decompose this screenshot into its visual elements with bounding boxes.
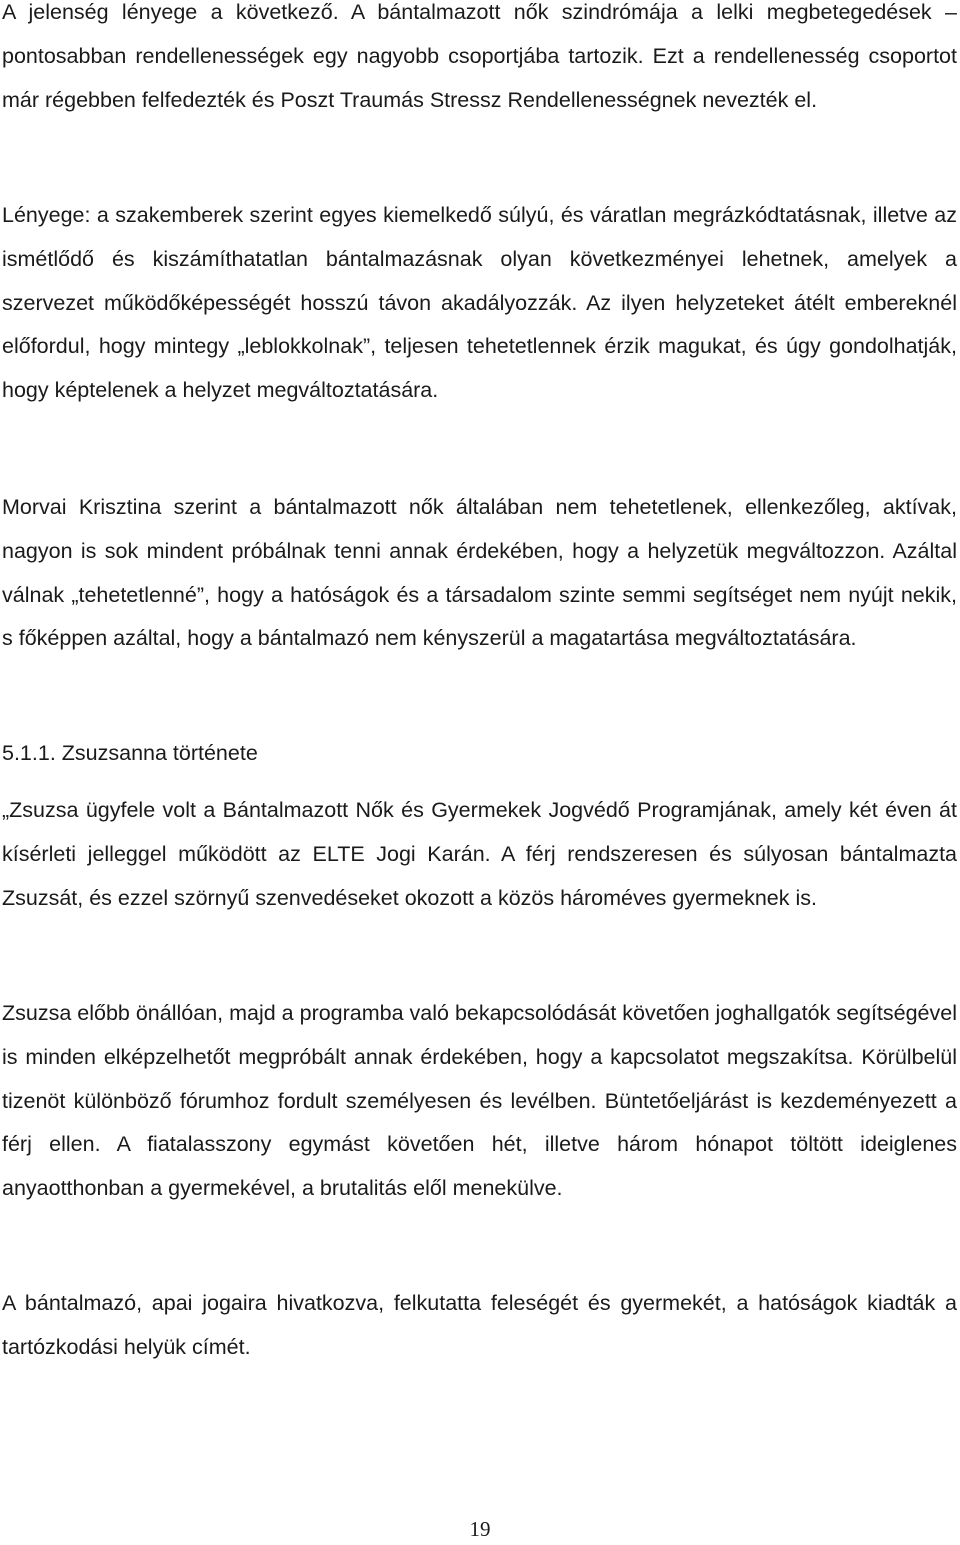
paragraph-morvai: Morvai Krisztina szerint a bántalmazott nők általában nem tehetetlenek, ellenkezőleg, aktívak, nagyon is sok mindent próbálnak tenni annak érdekében, hogy a helyzetük megváltozzon. Azáltal válnak „tehetetlenné”, hogy a hatóságok és a társadalom szinte semmi segítséget nem nyújt nekik, s főképpen azáltal, hogy a bántalmazó nem kényszerül a magatartása megváltoztatására. bbox=[2, 495, 957, 651]
page-number: 19 bbox=[469, 1517, 491, 1541]
paragraph-syndrome-intro: A jelenség lényege a következő. A bántalmazott nők szindrómája a lelki megbetegedések – pontosabban rendellenességek egy nagyobb csoportjába tartozik. Ezt a rendellenesség csoportot már régebben felfedezték és Poszt Traumás Stressz Rendellenességnek nevezték el. bbox=[2, 0, 957, 112]
paragraph-abuser-found: A bántalmazó, apai jogaira hivatkozva, felkutatta feleségét és gyermekét, a hatóságok kiadták a tartózkodási helyük címét. bbox=[2, 1291, 957, 1359]
section-heading: 5.1.1. Zsuzsanna története bbox=[2, 741, 258, 765]
paragraph-essence: Lényege: a szakemberek szerint egyes kiemelkedő súlyú, és váratlan megrázkódtatásnak, illetve az ismétlődő és kiszámíthatatlan bántalmazásnak olyan következményei lehetnek, amelyek a szervezet működőképességét hosszú távon akadályozzák. Az ilyen helyzeteket átélt embereknél előfordul, hogy mintegy „leblokkolnak”, teljesen tehetetlennek érzik magukat, és úgy gondolhatják, hogy képtelenek a helyzet megváltoztatására. bbox=[2, 203, 957, 403]
paragraph-zsuzsa-efforts: Zsuzsa előbb önállóan, majd a programba való bekapcsolódását követően joghallgatók segítségével is minden elképzelhetőt megpróbált annak érdekében, hogy a kapcsolatot megszakítsa. Körülbelül tizenöt különböző fórumhoz fordult személyesen és levélben. Büntetőeljárást is kezdeményezett a férj ellen. A fiatalasszony egymást követően hét, illetve három hónapot töltött ideiglenes anyaotthonban a gyermekével, a brutalitás elől menekülve. bbox=[2, 1001, 957, 1201]
paragraph-zsuzsa-client: „Zsuzsa ügyfele volt a Bántalmazott Nők és Gyermekek Jogvédő Programjának, amely két éven át kísérleti jelleggel működött az ELTE Jogi Karán. A férj rendszeresen és súlyosan bántalmazta Zsuzsát, és ezzel szörnyű szenvedéseket okozott a közös hároméves gyermeknek is. bbox=[2, 798, 957, 910]
